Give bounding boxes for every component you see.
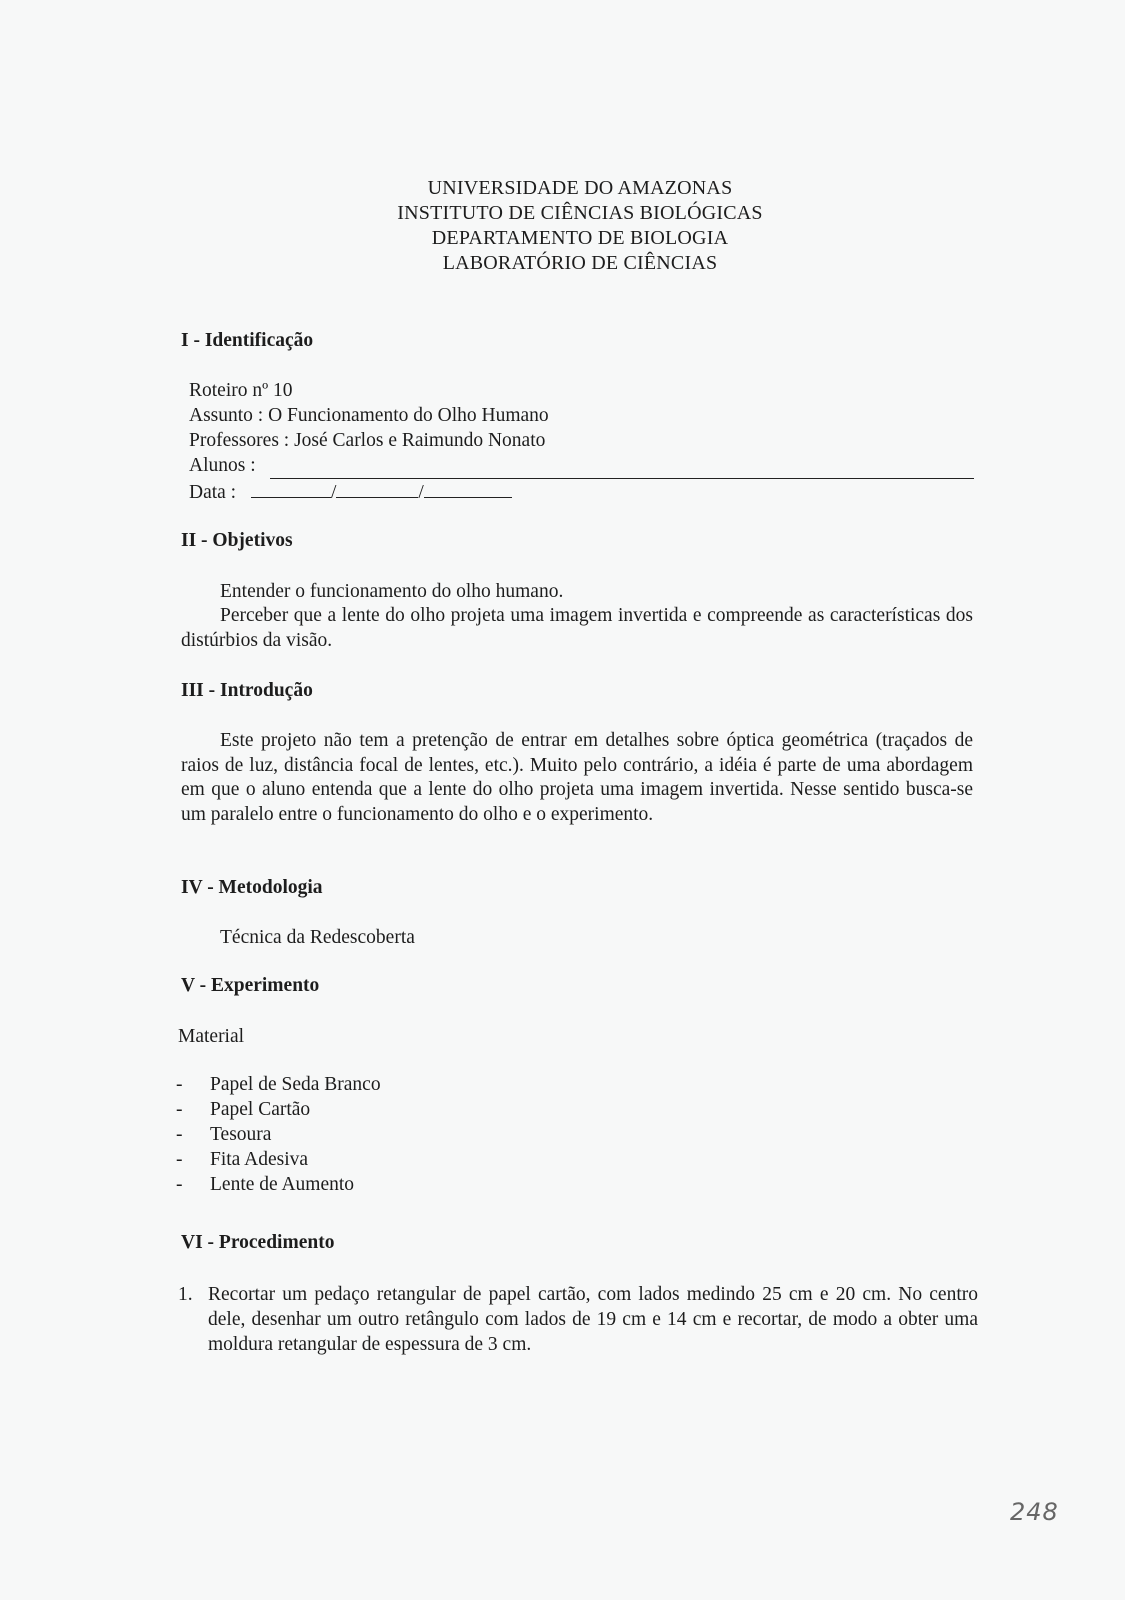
- procedure-step-number: 1.: [178, 1284, 193, 1305]
- section-title-experimento: V - Experimento: [181, 975, 320, 996]
- list-bullet: -: [176, 1074, 183, 1095]
- list-bullet: -: [176, 1124, 183, 1145]
- list-item: [176, 1098, 310, 1122]
- list-item-text: Tesoura: [210, 1124, 272, 1145]
- assunto-line: Assunto : O Funcionamento do Olho Humano: [189, 405, 549, 426]
- list-item: [176, 1073, 381, 1097]
- date-slash-2: /: [418, 482, 424, 503]
- list-item-text: Fita Adesiva: [210, 1149, 309, 1170]
- objetivos-paragraph-1: Entender o funcionamento do olho humano.: [220, 581, 564, 602]
- introducao-paragraph: Este projeto não tem a pretenção de entrar em detalhes sobre óptica geométrica (traçados de raios de luz, distância focal de lentes, etc.). Muito pelo contrário, a idéia é parte de uma abordagem em que o aluno entenda que a lente do olho projeta uma imagem invertida. Nesse sentido busca-se um paralelo entre o funcionamento do olho e o experimento.: [181, 730, 973, 825]
- date-month-blank: [336, 479, 418, 498]
- data-line: [189, 479, 512, 505]
- institution-header: [0, 176, 1125, 276]
- list-item-text: Papel Cartão: [210, 1099, 311, 1120]
- list-item: [176, 1148, 308, 1172]
- procedure-step-text: Recortar um pedaço retangular de papel cartão, com lados medindo 25 cm e 20 cm. No centro dele, desenhar um outro retângulo com lados de 19 cm e 14 cm e recortar, de modo a obter uma moldura retangular de espessura de 3 cm.: [208, 1284, 978, 1355]
- header-university: UNIVERSIDADE DO AMAZONAS: [427, 177, 733, 199]
- list-bullet: -: [176, 1149, 183, 1170]
- date-year-blank: [424, 479, 512, 498]
- section-title-identificacao: I - Identificação: [181, 330, 314, 351]
- list-item-text: Lente de Aumento: [210, 1174, 355, 1195]
- procedure-step: [178, 1282, 978, 1357]
- roteiro-line: Roteiro nº 10: [189, 380, 293, 401]
- section-title-objetivos: II - Objetivos: [181, 530, 293, 551]
- metodologia-paragraph: Técnica da Redescoberta: [220, 927, 415, 948]
- section-title-procedimento: VI - Procedimento: [181, 1232, 335, 1253]
- date-day-blank: [251, 479, 331, 498]
- objetivos-paragraph-2: Perceber que a lente do olho projeta uma imagem invertida e compreende as características dos distúrbios da visão.: [181, 605, 973, 651]
- header-laboratory: LABORATÓRIO DE CIÊNCIAS: [442, 252, 718, 274]
- list-item: [176, 1173, 354, 1197]
- data-label: Data :: [189, 482, 237, 503]
- alunos-label: Alunos :: [189, 455, 256, 476]
- section-title-metodologia: IV - Metodologia: [181, 877, 323, 898]
- professores-line: Professores : José Carlos e Raimundo Nonato: [189, 430, 546, 451]
- material-label: Material: [178, 1026, 245, 1047]
- list-bullet: -: [176, 1174, 183, 1195]
- list-bullet: -: [176, 1099, 183, 1120]
- header-institute: INSTITUTO DE CIÊNCIAS BIOLÓGICAS: [397, 202, 763, 224]
- handwritten-page-number: 248: [1010, 1498, 1059, 1526]
- list-item-text: Papel de Seda Branco: [210, 1074, 381, 1095]
- list-item: [176, 1123, 271, 1147]
- section-title-introducao: III - Introdução: [181, 680, 313, 701]
- header-department: DEPARTAMENTO DE BIOLOGIA: [431, 227, 729, 249]
- date-slash-1: /: [330, 482, 337, 503]
